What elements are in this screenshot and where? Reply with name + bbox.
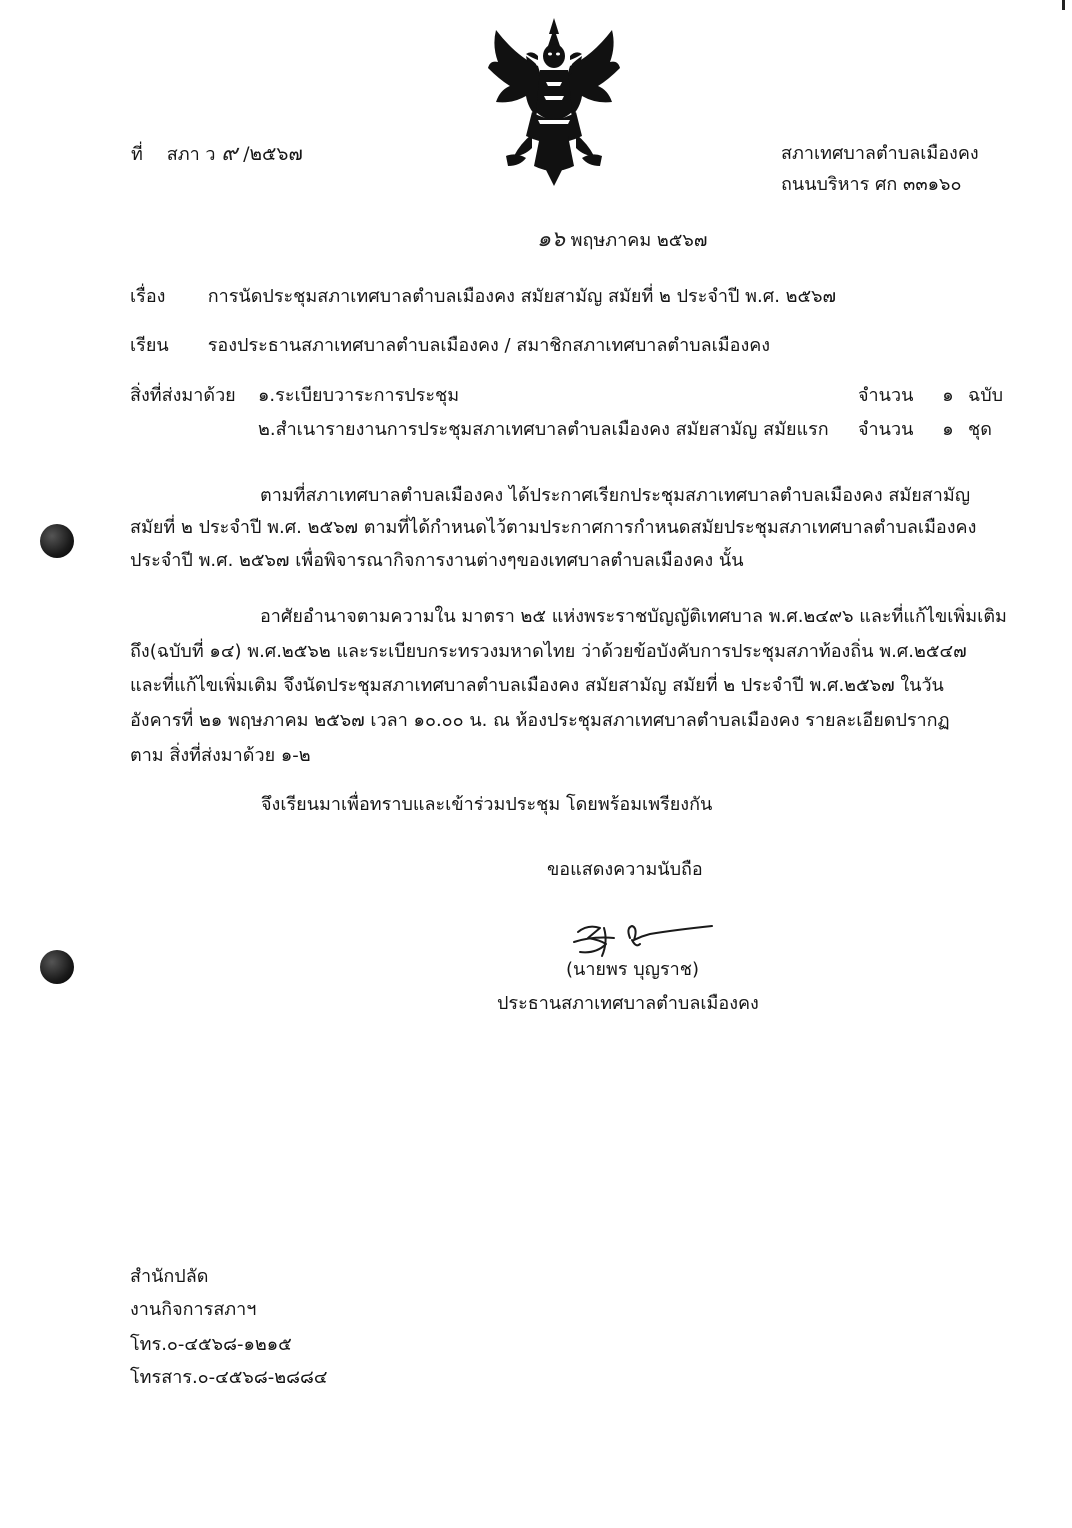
enclosure-item: ๒.สำเนารายงานการประชุมสภาเทศบาลตำบลเมืองคง สมัยสามัญ สมัยแรก <box>258 419 829 440</box>
subject-line <box>130 285 836 309</box>
footer-section: งานกิจการสภาฯ <box>130 1299 257 1320</box>
date-handwritten-day: ๑๖ <box>537 227 565 252</box>
salutation-text: รองประธานสภาเทศบาลตำบลเมืองคง / สมาชิกสภาเทศบาลตำบลเมืองคง <box>207 335 771 356</box>
quantity-unit: ฉบับ <box>968 385 1004 406</box>
quantity-value: ๑ <box>942 419 954 440</box>
paragraph-1-text: ตามที่สภาเทศบาลตำบลเมืองคง ได้ประกาศเรียกประชุมสภาเทศบาลตำบลเมืองคง สมัยสามัญ <box>260 485 971 506</box>
quantity-unit: ชุด <box>968 419 992 440</box>
paragraph-2-line <box>130 605 1007 629</box>
paragraph-2-line: ถึง(ฉบับที่ ๑๔) พ.ศ.๒๕๖๒ และระเบียบกระทรวงมหาดไทย ว่าด้วยข้อบังคับการประชุมสภาท้องถิ่น พ.ศ.๒๕๔๗ <box>130 641 967 662</box>
office-address: ถนนบริหาร ศก ๓๓๑๖๐ <box>781 174 962 195</box>
garuda-emblem-icon <box>486 16 622 188</box>
quantity-label: จำนวน <box>858 385 914 406</box>
punch-hole <box>40 950 74 984</box>
enclosure-quantity <box>858 418 1018 442</box>
signer-name: (นายพร บุญราช) <box>566 959 700 980</box>
paragraph-2-line: และที่แก้ไขเพิ่มเติม จึงนัดประชุมสภาเทศบาลตำบลเมืองคง สมัยสามัญ สมัยที่ ๒ ประจำปี พ.ศ.๒๕๖๗ ในวัน <box>130 675 944 696</box>
enclosure-item: ๑.ระเบียบวาระการประชุม <box>258 385 460 406</box>
paragraph-1-line <box>130 484 970 508</box>
subject-label: เรื่อง <box>130 286 166 307</box>
punch-hole <box>40 524 74 558</box>
footer-phone: โทร.๐-๔๕๖๘-๑๒๑๕ <box>130 1334 292 1355</box>
enclosure-quantity <box>858 384 1018 408</box>
letter-date <box>537 228 707 253</box>
paragraph-1-line: สมัยที่ ๒ ประจำปี พ.ศ. ๒๕๖๗ ตามที่ได้กำหนดไว้ตามประกาศการกำหนดสมัยประชุมสภาเทศบาลตำบลเมืองคง <box>130 517 977 538</box>
reference-prefix: สภา ว <box>166 144 216 165</box>
paragraph-2-text: อาศัยอำนาจตามความใน มาตรา ๒๕ แห่งพระราชบัญญัติเทศบาล พ.ศ.๒๔๙๖ และที่แก้ไขเพิ่มเติม <box>260 606 1007 627</box>
scan-edge-mark <box>1062 0 1065 10</box>
reference-handwritten-number: ๙ <box>221 141 238 166</box>
paragraph-1-line: ประจำปี พ.ศ. ๒๕๖๗ เพื่อพิจารณากิจการงานต่างๆของเทศบาลตำบลเมืองคง นั้น <box>130 550 744 571</box>
footer-department: สำนักปลัด <box>130 1266 209 1287</box>
closing-sentence: จึงเรียนมาเพื่อทราบและเข้าร่วมประชุม โดยพร้อมเพรียงกัน <box>261 794 713 815</box>
signature-image <box>566 918 718 960</box>
enclosures-label: สิ่งที่ส่งมาด้วย <box>130 385 236 406</box>
paragraph-2-line: ตาม สิ่งที่ส่งมาด้วย ๑-๒ <box>130 745 311 766</box>
paragraph-2-line: อังคารที่ ๒๑ พฤษภาคม ๒๕๖๗ เวลา ๑๐.๐๐ น. ณ ห้องประชุมสภาเทศบาลตำบลเมืองคง รายละเอียดปรากฏ <box>130 710 950 731</box>
salutation-label: เรียน <box>130 335 169 356</box>
office-name: สภาเทศบาลตำบลเมืองคง <box>781 143 979 164</box>
salutation-line <box>130 334 770 358</box>
complimentary-close: ขอแสดงความนับถือ <box>547 859 703 880</box>
date-month-year: พฤษภาคม ๒๕๖๗ <box>570 230 708 251</box>
signer-title: ประธานสภาเทศบาลตำบลเมืองคง <box>497 993 759 1014</box>
reference-year: /๒๕๖๗ <box>243 143 303 165</box>
footer-fax: โทรสาร.๐-๔๕๖๘-๒๘๘๔ <box>130 1367 328 1388</box>
quantity-label: จำนวน <box>858 419 914 440</box>
reference-label: ที่ <box>131 144 143 165</box>
quantity-value: ๑ <box>942 385 954 406</box>
subject-text: การนัดประชุมสภาเทศบาลตำบลเมืองคง สมัยสามัญ สมัยที่ ๒ ประจำปี พ.ศ. ๒๕๖๗ <box>207 286 837 307</box>
reference-number <box>131 142 303 167</box>
